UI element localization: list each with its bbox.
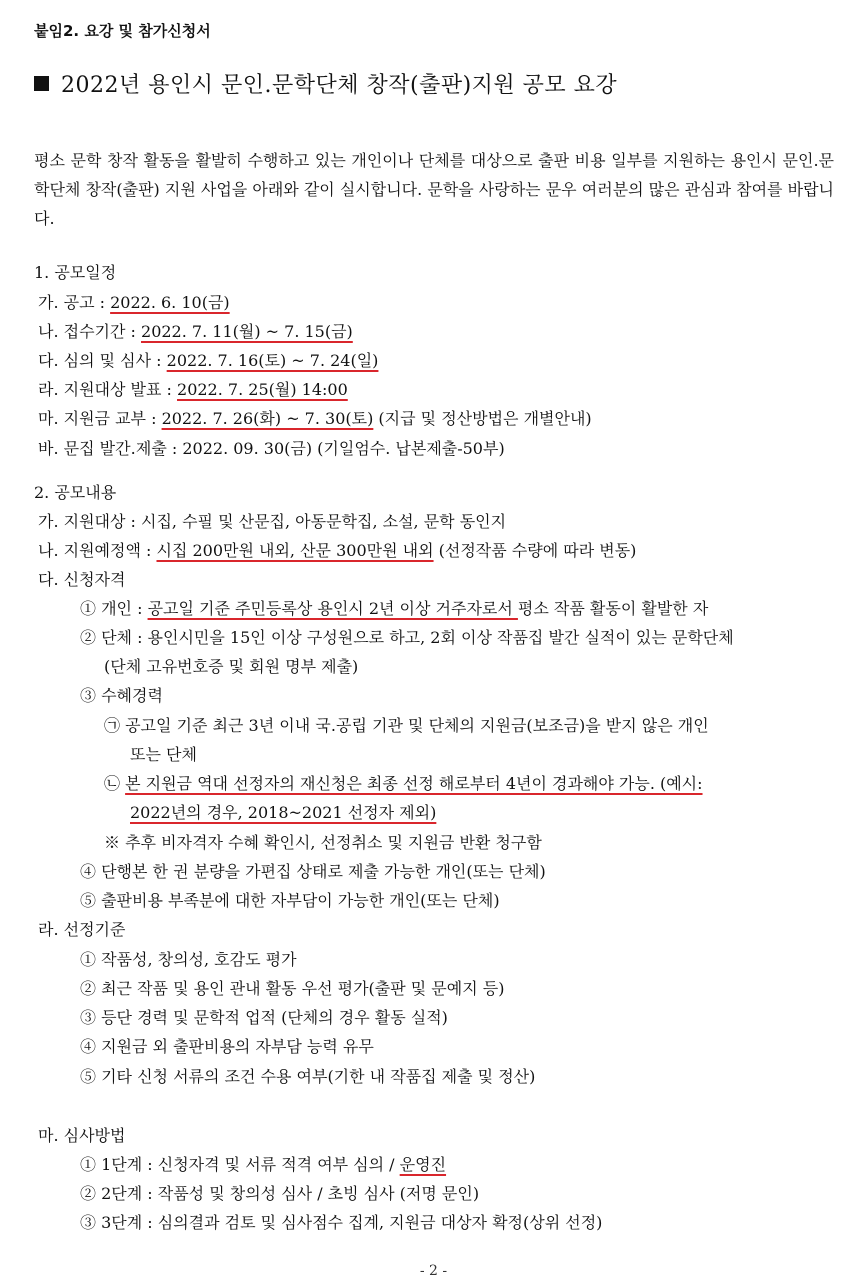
rule-marker: ㉡ bbox=[104, 774, 126, 793]
criteria-item-4: ④ 지원금 외 출판비용의 자부담 능력 유무 bbox=[80, 1037, 374, 1056]
amount-label: 나. 지원예정액 : bbox=[38, 541, 157, 560]
amount-note: (선정작품 수량에 따라 변동) bbox=[433, 541, 637, 560]
criteria-item-3: ③ 등단 경력 및 문학적 업적 (단체의 경우 활동 실적) bbox=[80, 1008, 448, 1027]
schedule-date: 2022. 7. 25(월) 14:00 bbox=[177, 380, 348, 399]
page-title bbox=[34, 68, 617, 99]
eligibility-draft: ④ 단행본 한 권 분량을 가편집 상태로 제출 가능한 개인(또는 단체) bbox=[80, 862, 546, 881]
schedule-grant bbox=[38, 409, 592, 429]
eligibility-group: ② 단체 : 용인시민을 15인 이상 구성원으로 하고, 2회 이상 작품집 발간 실적이 있는 문학단체 bbox=[80, 628, 734, 647]
section-2-heading: 2. 공모내용 bbox=[34, 483, 117, 502]
support-target: 가. 지원대상 : 시집, 수필 및 산문집, 아동문학집, 소설, 문학 동인지 bbox=[38, 512, 507, 531]
review-step-3: ③ 3단계 : 심의결과 검토 및 심사점수 집계, 지원금 대상자 확정(상위 선정) bbox=[80, 1213, 603, 1232]
criteria-item-2: ② 최근 작품 및 용인 관내 활동 우선 평가(출판 및 문예지 등) bbox=[80, 979, 505, 998]
schedule-review bbox=[38, 351, 378, 371]
schedule-label: 가. 공고 : bbox=[38, 293, 111, 312]
criteria-item-1: ① 작품성, 창의성, 호감도 평가 bbox=[80, 950, 297, 969]
intro-paragraph: 평소 문학 창작 활동을 활발히 수행하고 있는 개인이나 단체를 대상으로 출판 비용 일부를 지원하는 용인시 문인.문학단체 창작(출판) 지원 사업을 아래와 같이 실시합니다. 문학을 사랑하는 문우 여러분의 많은 관심과 참여를 바랍니다. bbox=[34, 151, 834, 228]
attachment-label: 붙임2. 요강 및 참가신청서 bbox=[34, 22, 211, 40]
eligibility-heading: 다. 신청자격 bbox=[38, 570, 126, 589]
page-title-text: 2022년 용인시 문인.문학단체 창작(출판)지원 공모 요강 bbox=[61, 73, 618, 98]
schedule-label: 나. 접수기간 : bbox=[38, 322, 142, 341]
benefit-history-rule-2 bbox=[104, 774, 703, 794]
schedule-note: (지급 및 정산방법은 개별안내) bbox=[373, 409, 592, 428]
schedule-date: 2022. 7. 11(월) ~ 7. 15(금) bbox=[141, 322, 353, 341]
review-step-1 bbox=[80, 1155, 446, 1175]
review-step-2: ② 2단계 : 작품성 및 창의성 심사 / 초빙 심사 (저명 문인) bbox=[80, 1184, 480, 1203]
schedule-publication: 바. 문집 발간․제출 : 2022. 09. 30(금) (기일엄수. 납본제출-50부) bbox=[38, 439, 505, 458]
schedule-date: 2022. 7. 26(화) ~ 7. 30(토) bbox=[161, 409, 374, 428]
section-1-heading: 1. 공모일정 bbox=[34, 263, 117, 282]
eligibility-rest: 평소 작품 활동이 활발한 자 bbox=[517, 599, 709, 618]
schedule-label: 마. 지원금 교부 : bbox=[38, 409, 162, 428]
review-step-reviewer: 운영진 bbox=[399, 1155, 447, 1174]
eligibility-individual bbox=[80, 599, 708, 619]
criteria-item-5: ⑤ 기타 신청 서류의 조건 수용 여부(기한 내 작품집 제출 및 정산) bbox=[80, 1067, 536, 1086]
support-amount bbox=[38, 541, 636, 561]
eligibility-label: ① 개인 : bbox=[80, 599, 148, 618]
benefit-history-rule-1: ㉠ 공고일 기준 최근 3년 이내 국․공립 기관 및 단체의 지원금(보조금)을 받지 않은 개인 bbox=[104, 716, 709, 735]
page-number: - 2 - bbox=[419, 1263, 448, 1279]
benefit-history-heading: ③ 수혜경력 bbox=[80, 686, 163, 705]
benefit-history-rule-2-cont bbox=[130, 803, 436, 823]
eligibility-group-docs: (단체 고유번호증 및 회원 명부 제출) bbox=[104, 657, 359, 676]
review-step-text: ① 1단계 : 신청자격 및 서류 적격 여부 심의 / bbox=[80, 1155, 400, 1174]
rule-text: 2022년의 경우, 2018~2021 선정자 제외) bbox=[130, 803, 437, 822]
eligibility-self-funding: ⑤ 출판비용 부족분에 대한 자부담이 가능한 개인(또는 단체) bbox=[80, 891, 500, 910]
rule-text: 본 지원금 역대 선정자의 재신청은 최종 선정 해로부터 4년이 경과해야 가능. (예시: bbox=[125, 774, 703, 793]
schedule-result bbox=[38, 380, 348, 400]
criteria-heading: 라. 선정기준 bbox=[38, 920, 126, 939]
amount-value: 시집 200만원 내외, 산문 300만원 내외 bbox=[156, 541, 434, 560]
schedule-label: 라. 지원대상 발표 : bbox=[38, 380, 178, 399]
benefit-history-rule-1-cont: 또는 단체 bbox=[130, 745, 197, 764]
review-method-heading: 마. 심사방법 bbox=[38, 1126, 126, 1145]
schedule-announcement bbox=[38, 293, 230, 313]
schedule-application bbox=[38, 322, 353, 342]
eligibility-condition: 공고일 기준 주민등록상 용인시 2년 이상 거주자로서 bbox=[147, 599, 518, 618]
schedule-label: 다. 심의 및 심사 : bbox=[38, 351, 167, 370]
schedule-date: 2022. 7. 16(토) ~ 7. 24(일) bbox=[166, 351, 379, 370]
schedule-date: 2022. 6. 10(금) bbox=[110, 293, 230, 312]
benefit-history-note: ※ 추후 비자격자 수혜 확인시, 선정취소 및 지원금 반환 청구함 bbox=[104, 833, 542, 852]
square-bullet-icon bbox=[34, 76, 49, 91]
